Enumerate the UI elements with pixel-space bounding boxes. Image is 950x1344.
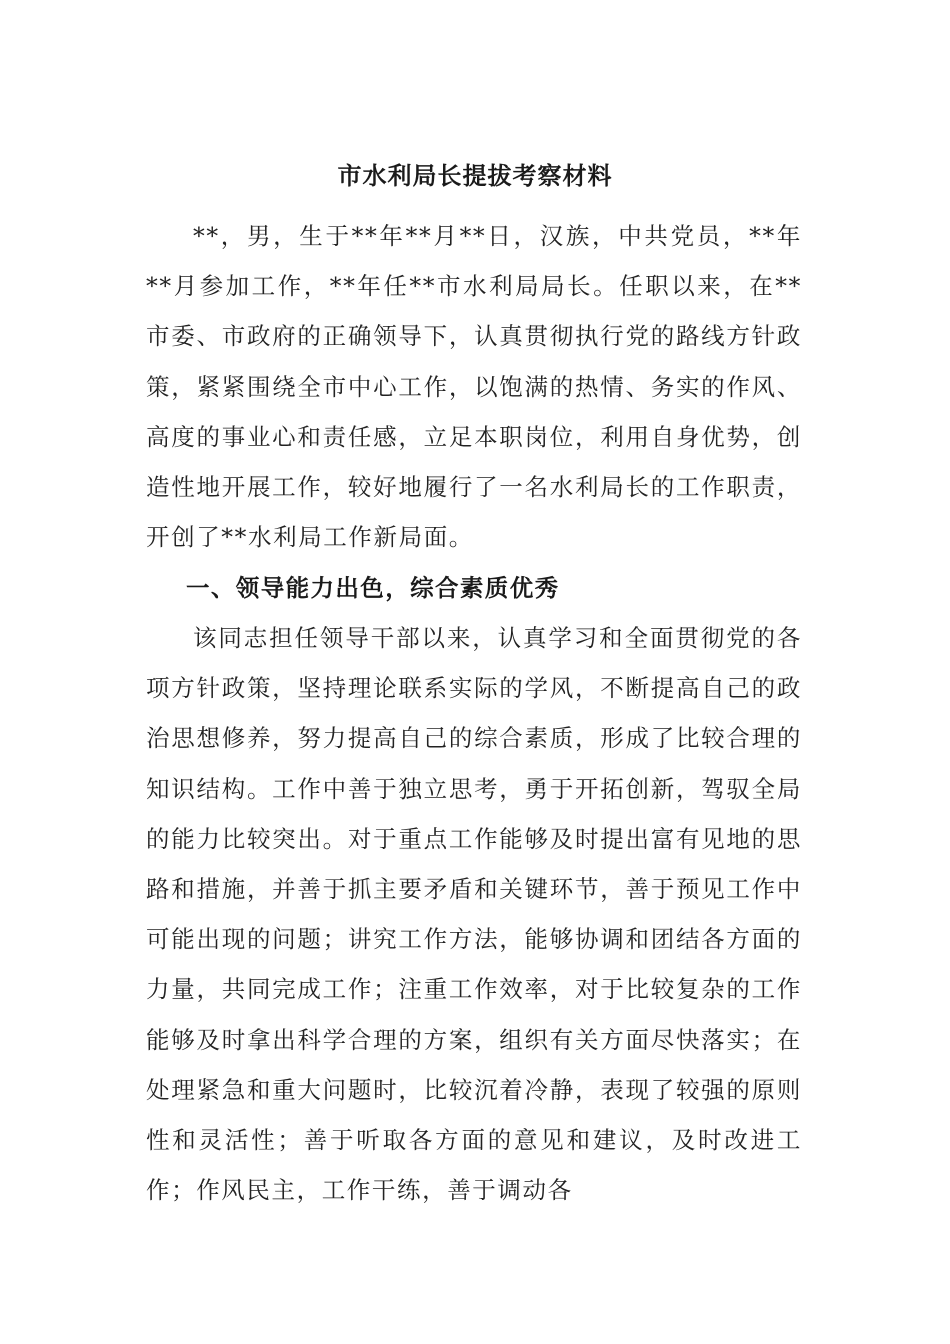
intro-paragraph: **，男，生于**年**月**日，汉族，中共党员，**年**月参加工作，**年任**市水利局局长。任职以来，在**市委、市政府的正确领导下，认真贯彻执行党的路线方针政策，紧紧围绕全市中心工作，以饱满的热情、务实的作风、高度的事业心和责任感，立足本职岗位，利用自身优势，创造性地开展工作，较好地履行了一名水利局长的工作职责，开创了**水利局工作新局面。 <box>146 222 802 552</box>
section-paragraph: 该同志担任领导干部以来，认真学习和全面贯彻党的各项方针政策，坚持理论联系实际的学风，不断提高自己的政治思想修养，努力提高自己的综合素质，形成了比较合理的知识结构。工作中善于独立思考，勇于开拓创新，驾驭全局的能力比较突出。对于重点工作能够及时提出富有见地的思路和措施，并善于抓主要矛盾和关键环节，善于预见工作中可能出现的问题；讲究工作方法，能够协调和团结各方面的力量，共同完成工作；注重工作效率，对于比较复杂的工作能够及时拿出科学合理的方案，组织有关方面尽快落实；在处理紧急和重大问题时，比较沉着冷静，表现了较强的原则性和灵活性；善于听取各方面的意见和建议，及时改进工作；作风民主，工作干练，善于调动各 <box>146 624 802 1205</box>
document-title: 市水利局长提拔考察材料 <box>337 161 613 190</box>
section-heading: 一、领导能力出色，综合素质优秀 <box>186 574 560 602</box>
